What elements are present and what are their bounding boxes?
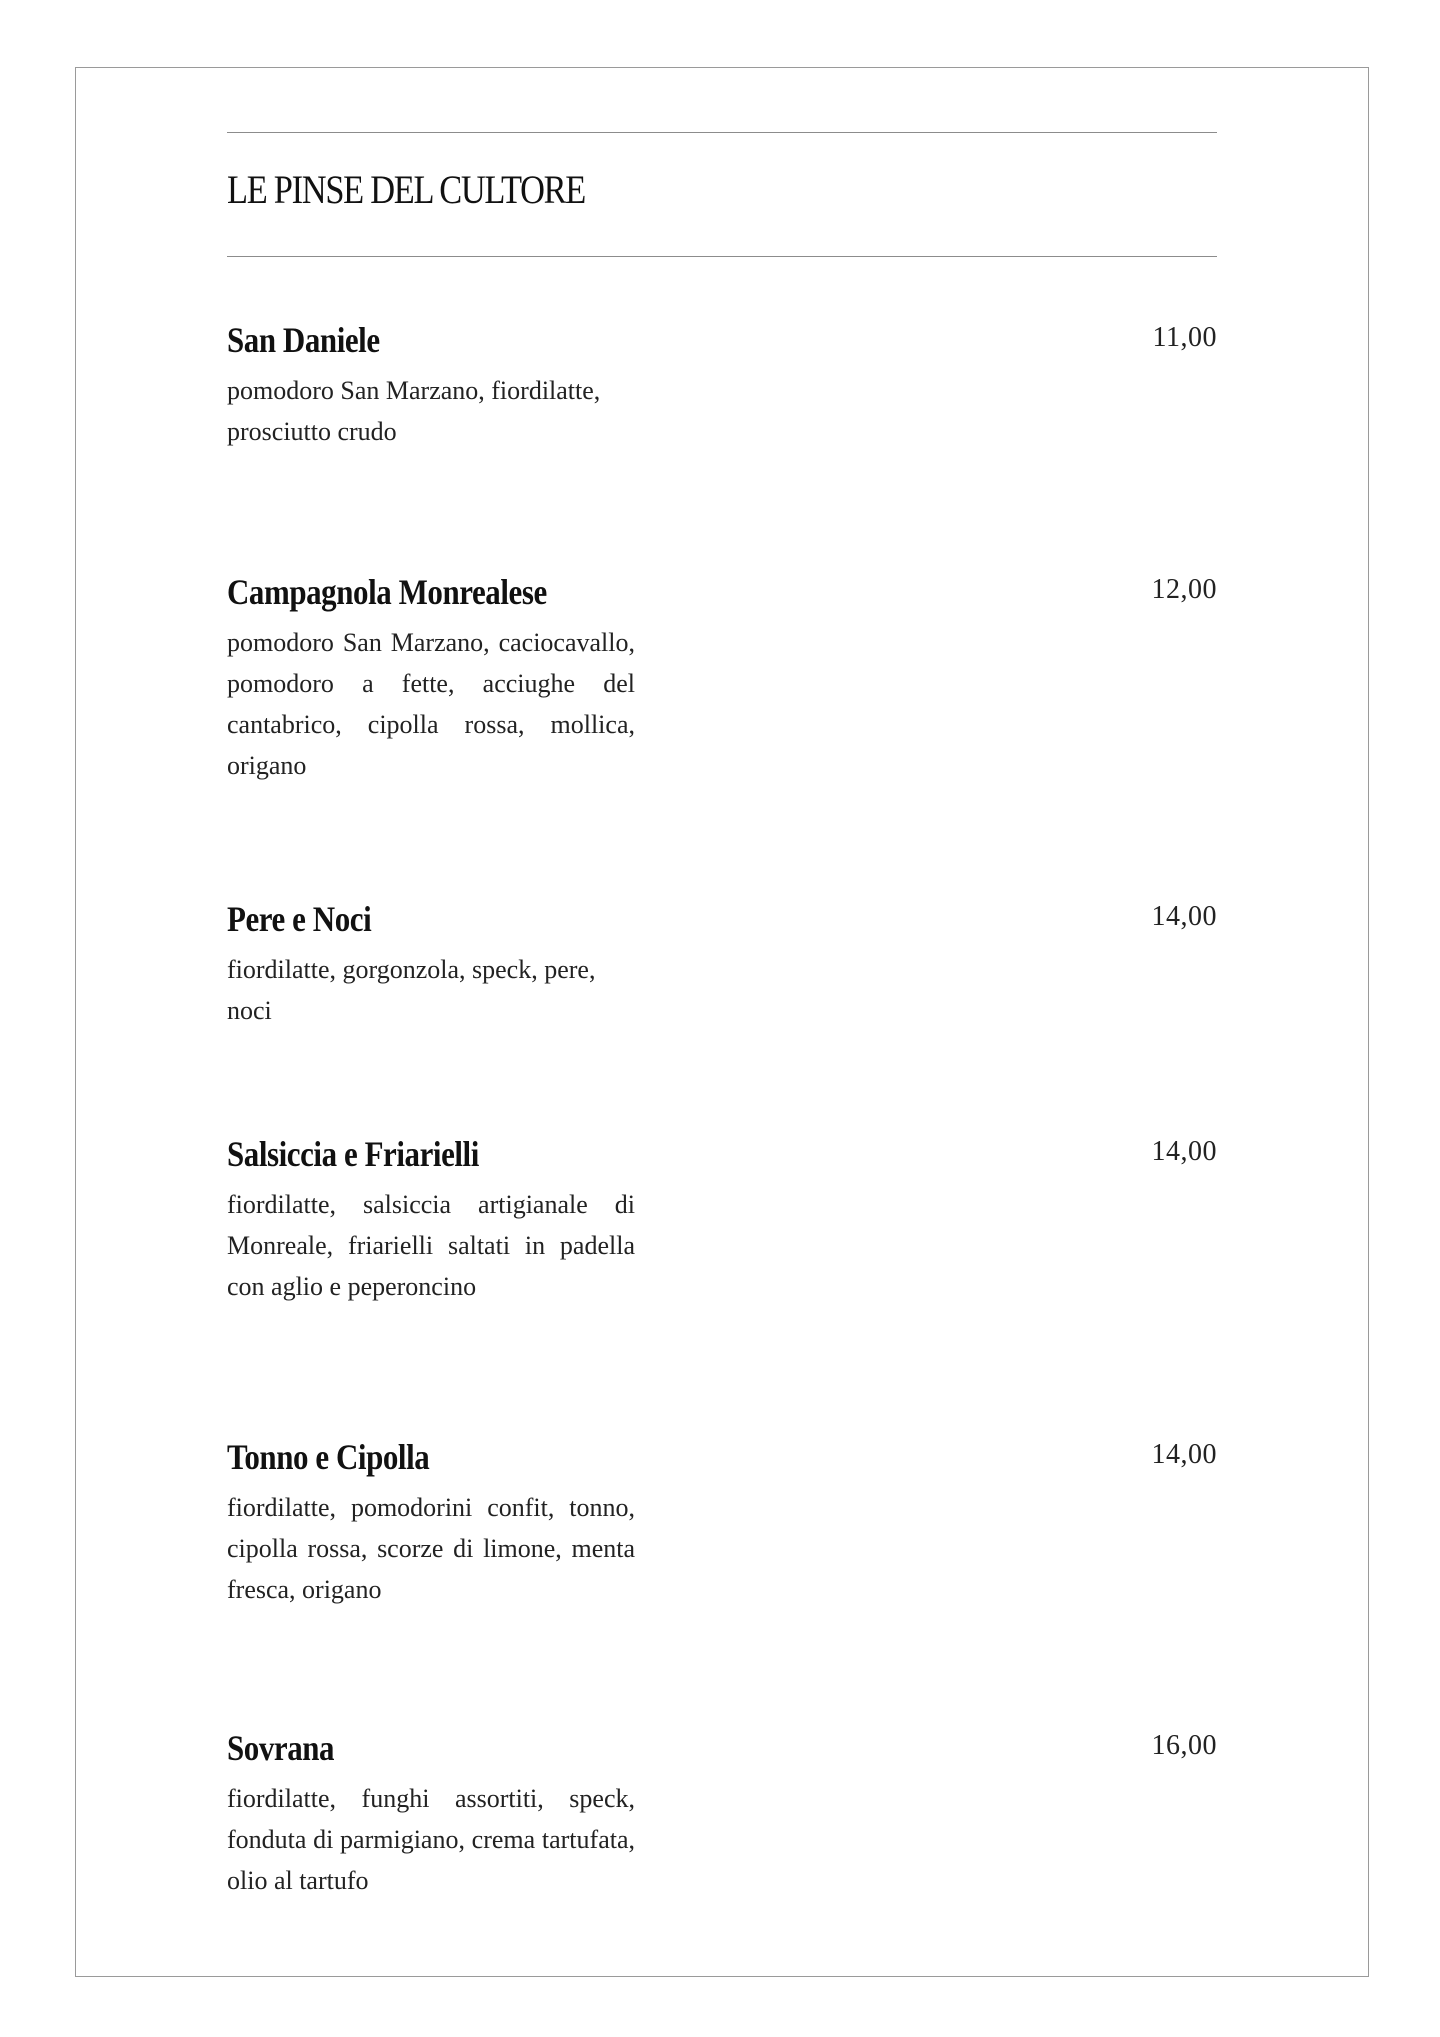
item-price: 11,00 [1152, 322, 1217, 353]
item-description: fiordilatte, gorgonzola, speck, pere, noci [227, 955, 596, 1025]
item-name: Pere e Noci [227, 899, 372, 939]
item-price: 14,00 [1151, 901, 1217, 932]
item-price: 12,00 [1151, 574, 1217, 605]
item-description: pomodoro San Marzano, caciocavallo, pomodoro a fette, acciughe del cantabrico, cipolla rossa, mollica, origano [227, 628, 635, 780]
item-price: 16,00 [1151, 1730, 1217, 1761]
item-name: Sovrana [227, 1728, 335, 1768]
item-description: fiordilatte, salsiccia artigianale di Monreale, friarielli saltati in padella con aglio e peperoncino [227, 1190, 635, 1301]
item-description: fiordilatte, funghi assortiti, speck, fonduta di parmigiano, crema tartufata, olio al tartufo [227, 1784, 635, 1895]
menu-section-title: LE PINSE DEL CULTORE [227, 167, 586, 212]
header-divider-top [227, 132, 1217, 133]
item-name: Tonno e Cipolla [227, 1437, 430, 1477]
item-name: San Daniele [227, 320, 380, 360]
item-price: 14,00 [1151, 1136, 1217, 1167]
item-name: Campagnola Monrealese [227, 572, 547, 612]
item-price: 14,00 [1151, 1439, 1217, 1470]
header-divider-bottom [227, 256, 1217, 257]
item-description: fiordilatte, pomodorini confit, tonno, cipolla rossa, scorze di limone, menta fresca, origano [227, 1493, 635, 1604]
item-description: pomodoro San Marzano, fiordilatte, prosciutto crudo [227, 376, 601, 446]
item-name: Salsiccia e Friarielli [227, 1134, 479, 1174]
